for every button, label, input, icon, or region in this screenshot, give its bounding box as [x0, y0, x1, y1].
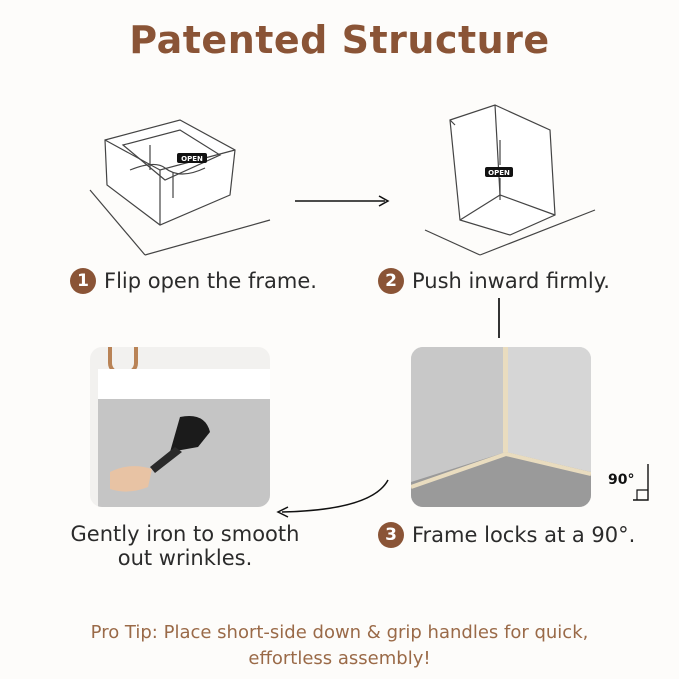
iron-caption-line-1: Gently iron to smooth	[70, 522, 300, 546]
right-arrow-icon	[295, 193, 395, 209]
open-tag-1: OPEN	[181, 155, 203, 163]
pro-tip-line-2: effortless assembly!	[248, 648, 431, 669]
step-2-number: 2	[378, 268, 404, 294]
iron-photo	[90, 347, 270, 507]
pro-tip-line-1: Pro Tip: Place short-side down & grip handles for quick,	[90, 622, 589, 643]
step-2-label: Push inward firmly.	[412, 269, 610, 293]
step-3-label: Frame locks at a 90°.	[412, 523, 636, 547]
iron-caption	[64, 522, 306, 570]
open-tag-2: OPEN	[488, 169, 510, 177]
step-1	[70, 268, 317, 294]
step-2	[378, 268, 610, 294]
frame-rod	[503, 347, 508, 457]
step-1-number: 1	[70, 268, 96, 294]
angle-label: 90°	[608, 472, 635, 488]
step-1-label: Flip open the frame.	[104, 269, 317, 293]
corner-lock-photo	[411, 347, 591, 507]
connector-line	[498, 298, 500, 338]
page-title: Patented Structure	[129, 18, 550, 62]
opened-box-illustration	[420, 100, 600, 260]
iron-caption-line-2: out wrinkles.	[117, 546, 253, 570]
box-top-rim	[98, 369, 270, 400]
folded-frame-illustration	[85, 110, 285, 260]
pro-tip	[0, 620, 679, 672]
step-3-number: 3	[378, 522, 404, 548]
steamer-icon	[110, 407, 220, 497]
curved-arrow-icon	[272, 478, 394, 518]
right-angle-icon	[633, 464, 653, 504]
frame-base	[411, 442, 591, 507]
step-3	[378, 522, 635, 548]
